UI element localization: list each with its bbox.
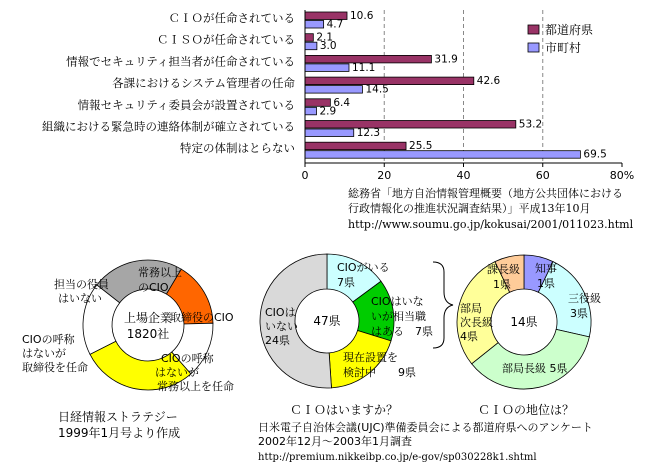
bar-value-label: 3.0 (319, 40, 337, 53)
bar-municipality (305, 42, 317, 50)
bar-gridlines (384, 10, 543, 163)
bar-prefecture (305, 121, 516, 129)
slice-label-exec-appoint-1: CIOの呼称 (161, 352, 214, 365)
x-tick-label: 20 (377, 169, 392, 182)
slice-label-none-3: 24県 (265, 334, 290, 347)
bar-value-label: 14.5 (365, 83, 389, 96)
bar-prefecture (305, 142, 406, 150)
legend-swatch-municipality (528, 43, 539, 52)
bar-value-label: 2.9 (319, 105, 337, 118)
bar-legend (528, 22, 593, 55)
slice-label-no-officer-2: はいない (58, 292, 102, 305)
bar-value-label: 4.7 (326, 18, 344, 31)
donut-center-count: 1820社 (126, 327, 170, 341)
slice-label-director-cio: 取締役のCIO (170, 311, 234, 324)
bar-value-label: 31.9 (434, 53, 458, 66)
bar-category-label: 特定の体制はとらない (180, 141, 295, 156)
x-tick-label: 0 (301, 169, 309, 182)
survey-source-line-1: 日米電子自治体会議(UJC)準備委員会による都道府県へのアンケート (258, 421, 593, 434)
donut-center-label: 14県 (510, 315, 538, 329)
donut-caption: ＣＩＯの地位は？ (478, 403, 575, 417)
donut-cio-exists (260, 254, 453, 417)
bar-value-label: 2.1 (316, 31, 334, 44)
donut-center-label: 47県 (313, 314, 341, 328)
slice-label-exec-cio-2: のCIO (138, 281, 169, 294)
donut-caption-1: 日経情報ストラテジー (58, 410, 178, 424)
slice-label-has-cio-2: 7県 (337, 276, 355, 289)
bar-value-label: 6.4 (333, 96, 351, 109)
slice-label-equiv-3: はある 7県 (371, 325, 433, 338)
x-tick-label: 80% (609, 169, 635, 182)
donut-listed-companies (22, 260, 234, 440)
slice-label-vice-director-2: 次長級 (460, 316, 493, 329)
bar-category-label: 情報でセキュリティ担当者が任命されている (66, 54, 295, 69)
bar-category-label: 情報セキュリティ委員会が設置されている (77, 97, 295, 112)
bar-prefecture (305, 77, 474, 85)
bar-source (348, 186, 634, 231)
donut-center-label: 上場企業 (123, 311, 173, 325)
slice-label-director: 部局長級 5県 (502, 362, 568, 375)
slice-label-governor-1: 知事 (535, 262, 557, 275)
slice-label-exec-appoint-3: 常務以上を任命 (157, 380, 234, 393)
bar-value-label: 25.5 (409, 140, 433, 153)
bar-value-label: 53.2 (518, 118, 543, 131)
bar-source-line-1: 総務省「地方自治情報管理概要（地方公共団体における (348, 187, 623, 200)
legend-label-municipality: 市町村 (545, 41, 582, 55)
legend-label-prefecture: 都道府県 (545, 23, 594, 37)
slice-label-director-appoint-1: CIOの呼称 (22, 333, 75, 346)
donut-caption: ＣＩＯはいますか？ (290, 403, 399, 417)
bar-category-label: ＣＩＯが任命されている (168, 11, 295, 25)
bar-value-label: 12.3 (356, 127, 381, 139)
slice-label-none-1: CIOは (265, 306, 296, 319)
slice-label-deputy-2: 3県 (570, 307, 588, 320)
survey-source-line-2: 2002年12月～2003年1月調査 (258, 435, 412, 448)
bar-municipality (305, 107, 316, 115)
bar-value-label: 11.1 (351, 61, 376, 74)
bar-municipality (305, 129, 354, 137)
bar-prefecture (305, 34, 313, 42)
slice-label-governor-2: 1県 (537, 277, 555, 290)
slice-label-exec-appoint-2: はないが (155, 366, 199, 379)
slice-label-considering-1: 現在設置を (343, 351, 398, 364)
slice-label-no-officer-1: 担当の役員 (54, 278, 109, 291)
bar-value-label: 69.5 (583, 148, 607, 161)
slice-label-exec-cio-1: 常務以上 (138, 266, 182, 279)
slice-label-considering-2: 検討中 9県 (343, 366, 416, 379)
bar-category-labels (42, 11, 295, 155)
bar-category-label: ＣＩＳＯが任命されている (157, 32, 295, 47)
x-tick-label: 40 (456, 169, 471, 182)
slice-label-equiv-1: CIOはいな (371, 295, 424, 308)
slice-label-section-1: 課長級 (487, 263, 520, 276)
slice-label-deputy-1: 三役級 (568, 292, 601, 305)
bar-chart (42, 10, 634, 231)
bar-source-url: http://www.soumu.go.jp/kokusai/2001/011023.html (348, 218, 634, 231)
bar-municipality (305, 64, 349, 72)
survey-source-url: http://premium.nikkeibp.co.jp/e-gov/sp030228k1.shtml (258, 452, 537, 463)
bar-municipality (305, 86, 362, 94)
donut-cio-rank (457, 255, 601, 417)
bar-category-label: 組織における緊急時の連絡体制が確立されている (42, 119, 295, 134)
bar-value-label: 42.6 (476, 75, 501, 88)
legend-swatch-prefecture (528, 25, 539, 34)
slice-label-none-2: いない (265, 320, 298, 333)
donut-caption-2: 1999年1月号より作成 (58, 426, 181, 440)
survey-source (258, 420, 593, 463)
x-tick-label: 60 (535, 169, 550, 182)
slice-label-section-2: 1県 (493, 278, 511, 291)
bar-source-line-2: 行政情報化の推進状況調査結果）」平成13年10月 (348, 202, 591, 215)
slice-label-director-appoint-3: 取締役を任命 (22, 361, 88, 374)
bar-value-label: 10.6 (350, 10, 374, 22)
slice-label-vice-director-1: 部局 (460, 302, 482, 315)
bar-municipality (305, 151, 580, 159)
slice-label-vice-director-3: 4県 (460, 330, 478, 343)
bar-x-ticks (302, 163, 635, 182)
bar-category-label: 各課におけるシステム管理者の任命 (112, 76, 295, 91)
bar-municipality (305, 21, 324, 29)
slice-label-has-cio-1: CIOがいる (337, 261, 390, 274)
slice-label-equiv-2: いが相当職 (371, 310, 426, 323)
brace-connector (433, 262, 453, 348)
slice-label-director-appoint-2: はないが (22, 347, 66, 360)
